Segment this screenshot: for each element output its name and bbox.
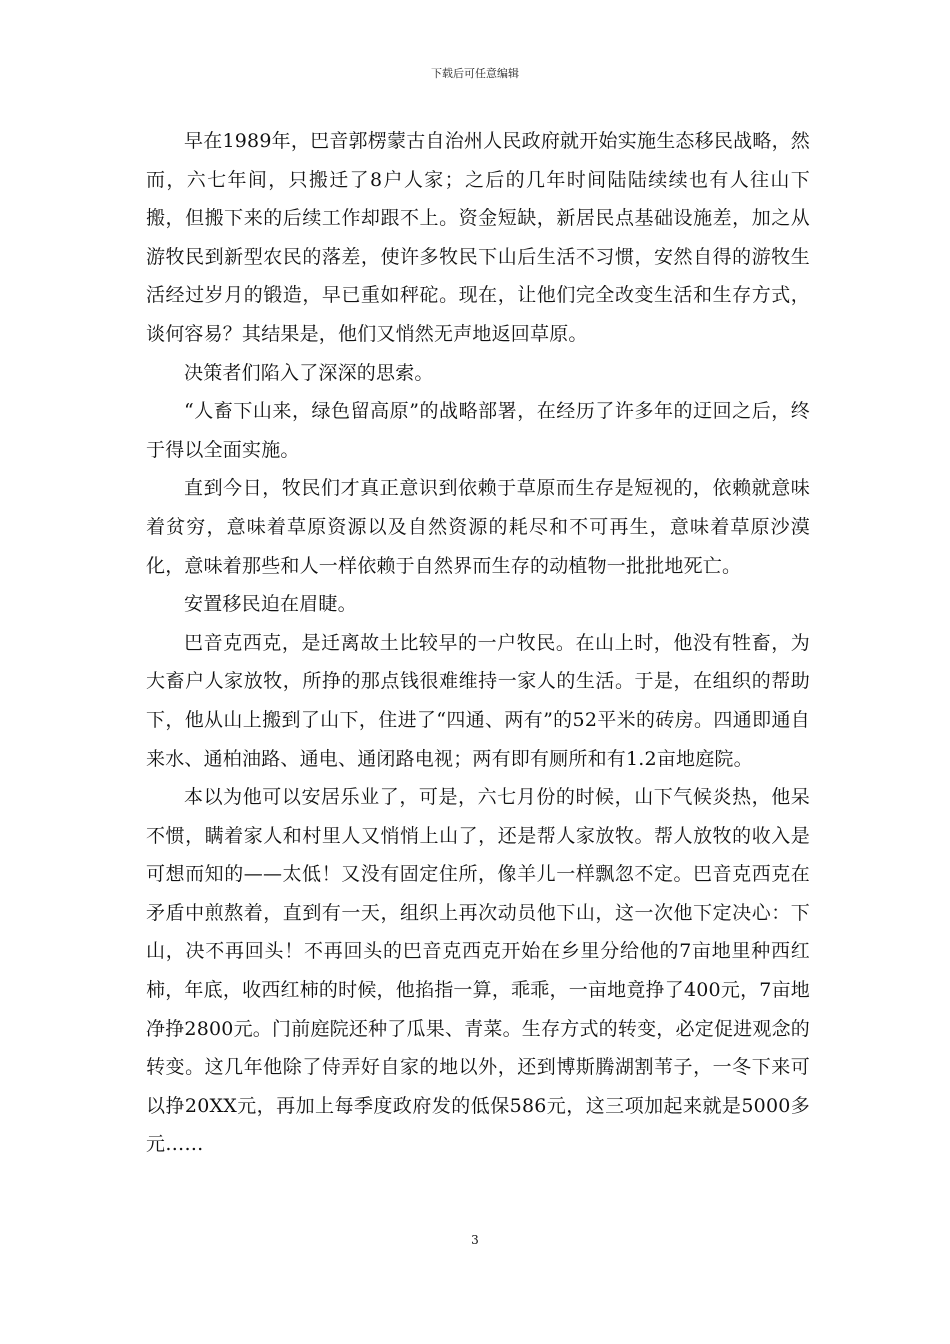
paragraph: 安置移民迫在眉睫。 <box>184 593 357 616</box>
page-number: 3 <box>471 1233 479 1247</box>
paragraph: 本以为他可以安居乐业了，可是，六七月份的时候，山下气候炎热，他呆不惯，瞒着家人和村里人又悄悄上山了，还是帮人家放牧。帮人放牧的收入是可想而知的——太低！又没有固定住所，像羊儿一样飘忽不定。巴音克西克在矛盾中煎熬着，直到有一天，组织上再次动员他下山，这一次他下定决心：下山，决不再回头！不再回头的巴音克西克开始在乡里分给他的7亩地里种西红柿，年底，收西红柿的时候，他掐指一算，乖乖，一亩地竟挣了400元，7亩地净挣2800元。门前庭院还种了瓜果、青菜。生存方式的转变，必定促进观念的转变。这几年他除了侍弄好自家的地以外，还到博斯腾湖割苇子，一冬下来可以挣20XX元，再加上每季度政府发的低保586元，这三项加起来就是5000多元…… <box>146 786 810 1156</box>
paragraph: 直到今日，牧民们才真正意识到依赖于草原而生存是短视的，依赖就意味着贫穷，意味着草原资源以及自然资源的耗尽和不可再生，意味着草原沙漠化，意味着那些和人一样依赖于自然界而生存的动植物一批批地死亡。 <box>146 477 810 577</box>
paragraph: “人畜下山来，绿色留高原”的战略部署，在经历了许多年的迂回之后，终于得以全面实施。 <box>146 400 810 461</box>
paragraph: 早在1989年，巴音郭楞蒙古自治州人民政府就开始实施生态移民战略，然而，六七年间，只搬迁了8户人家；之后的几年时间陆陆续续也有人往山下搬，但搬下来的后续工作却跟不上。资金短缺，新居民点基础设施差，加之从游牧民到新型农民的落差，使许多牧民下山后生活不习惯，安然自得的游牧生活经过岁月的锻造，早已重如秤砣。现在，让他们完全改变生活和生存方式，谈何容易？其结果是，他们又悄然无声地返回草原。 <box>146 130 810 345</box>
document-body <box>146 122 810 1164</box>
paragraph: 巴音克西克，是迁离故土比较早的一户牧民。在山上时，他没有牲畜，为大畜户人家放牧，所挣的那点钱很难维持一家人的生活。于是，在组织的帮助下，他从山上搬到了山下，住进了“四通、两有”的52平米的砖房。四通即通自来水、通柏油路、通电、通闭路电视；两有即有厕所和有1.2亩地庭院。 <box>146 631 810 770</box>
page-header: 下载后可任意编辑 <box>431 67 519 80</box>
paragraph: 决策者们陷入了深深的思索。 <box>184 361 434 384</box>
